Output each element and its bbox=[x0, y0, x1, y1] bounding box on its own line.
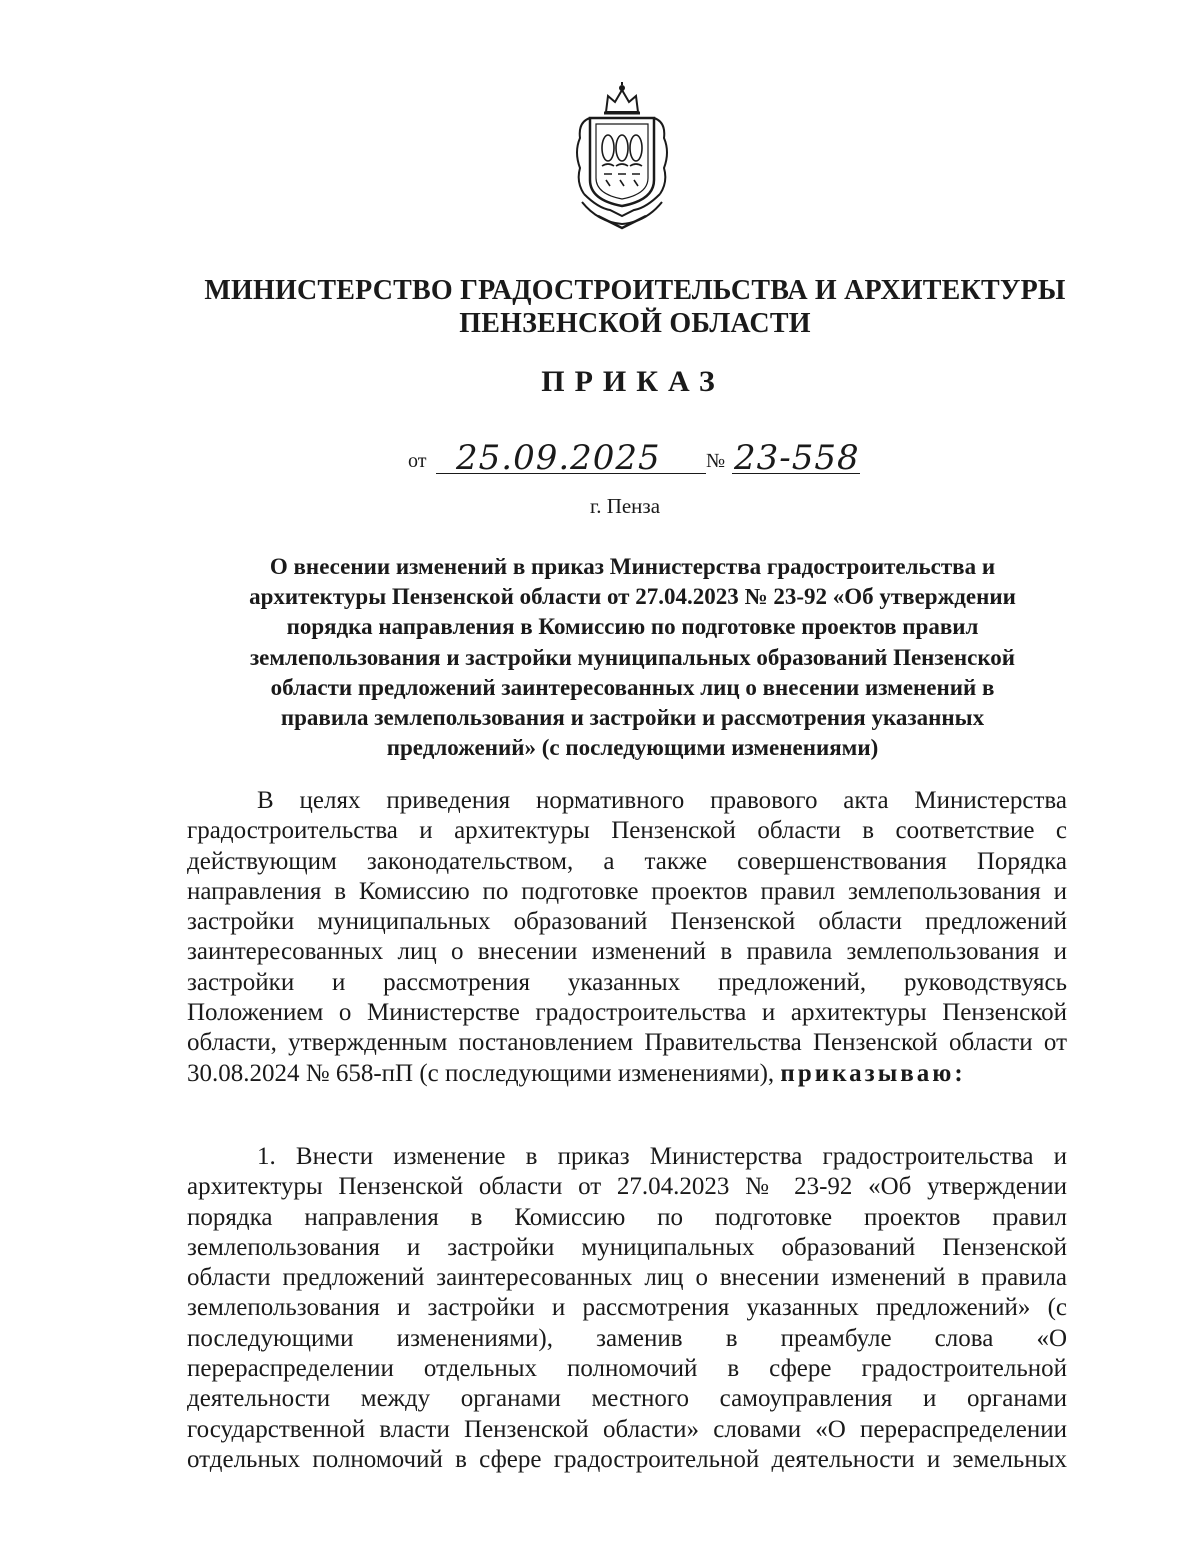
paragraph-line: 1. Внести изменение в приказ Министерства градостроительства и bbox=[257, 1143, 1067, 1170]
paragraph-last-line bbox=[187, 1059, 1067, 1089]
number-prefix: № bbox=[706, 450, 726, 472]
subject-line: землепользования и застройки муниципальных образований Пензенской bbox=[249, 644, 1016, 670]
item-1-paragraph bbox=[187, 1142, 1067, 1475]
paragraph-line: Положением о Министерстве градостроительства и архитектуры Пензенской bbox=[187, 999, 1067, 1027]
paragraph-line: застройки и рассмотрения указанных предложений, руководствуясь bbox=[187, 968, 1067, 996]
ministry-name-line-1: МИНИСТЕРСТВО ГРАДОСТРОИТЕЛЬСТВА И АРХИТЕКТУРЫ bbox=[204, 275, 1066, 306]
document-type-title: ПРИКАЗ bbox=[541, 365, 725, 398]
paragraph-line: государственной власти Пензенской области» словами «О перераспределении bbox=[187, 1415, 1067, 1443]
handwritten-date: 25.09.2025 bbox=[456, 438, 661, 478]
paragraph-line: области предложений заинтересованных лиц о внесении изменений в правила bbox=[187, 1264, 1067, 1292]
paragraph-line: В целях приведения нормативного правового акта Министерства bbox=[257, 787, 1067, 814]
coat-of-arms-emblem bbox=[568, 82, 676, 230]
subject-line: области предложений заинтересованных лиц о внесении изменений в bbox=[270, 674, 995, 700]
ministry-name-line-2: ПЕНЗЕНСКОЙ ОБЛАСТИ bbox=[459, 308, 811, 339]
order-directive: приказываю: bbox=[780, 1059, 966, 1087]
city-name: г. Пенза bbox=[589, 494, 661, 518]
paragraph-line: градостроительства и архитектуры Пензенской области в соответствие с bbox=[187, 817, 1067, 845]
preamble-closing-text: 30.08.2024 № 658-пП (с последующими изменениями), bbox=[187, 1059, 775, 1087]
paragraph-line: архитектуры Пензенской области от 27.04.2023 № 23-92 «Об утверждении bbox=[187, 1173, 1067, 1201]
paragraph-line: заинтересованных лиц о внесении изменений в правила землепользования и bbox=[187, 938, 1067, 966]
paragraph-line: деятельности между органами местного самоуправления и органами bbox=[187, 1385, 1067, 1413]
paragraph-line: землепользования и застройки муниципальных образований Пензенской bbox=[187, 1233, 1067, 1261]
preamble-paragraph bbox=[187, 786, 1067, 1089]
paragraph-line: застройки муниципальных образований Пензенской области предложений bbox=[187, 908, 1067, 936]
date-prefix: от bbox=[408, 450, 427, 472]
subject-line: архитектуры Пензенской области от 27.04.2023 № 23-92 «Об утверждении bbox=[249, 584, 1016, 610]
subject-line: О внесении изменений в приказ Министерства градостроительства и bbox=[269, 554, 996, 579]
paragraph-line: землепользования и застройки и рассмотрения указанных предложений» (с bbox=[187, 1294, 1067, 1322]
paragraph-line: последующими изменениями), заменив в преамбуле слова «О bbox=[187, 1324, 1067, 1352]
subject-line: правила землепользования и застройки и рассмотрения указанных bbox=[280, 705, 985, 731]
handwritten-number: 23-558 bbox=[734, 438, 860, 478]
ministry-name bbox=[140, 274, 1130, 340]
paragraph-line: направления в Комиссию по подготовке проектов правил землепользования и bbox=[187, 877, 1067, 905]
order-subject bbox=[185, 552, 1080, 763]
paragraph-line: порядка направления в Комиссию по подготовке проектов правил bbox=[187, 1203, 1067, 1231]
paragraph-line: перераспределении отдельных полномочий в сфере градостроительной bbox=[187, 1355, 1067, 1383]
paragraph-line: отдельных полномочий в сфере градостроительной деятельности и земельных bbox=[187, 1445, 1067, 1473]
paragraph-line: действующим законодательством, а также совершенствования Порядка bbox=[187, 847, 1067, 875]
subject-line: порядка направления в Комиссию по подготовке проектов правил bbox=[286, 614, 979, 640]
subject-line: предложений» (с последующими изменениями) bbox=[386, 735, 879, 761]
paragraph-line: области, утвержденным постановлением Правительства Пензенской области от bbox=[187, 1029, 1067, 1057]
